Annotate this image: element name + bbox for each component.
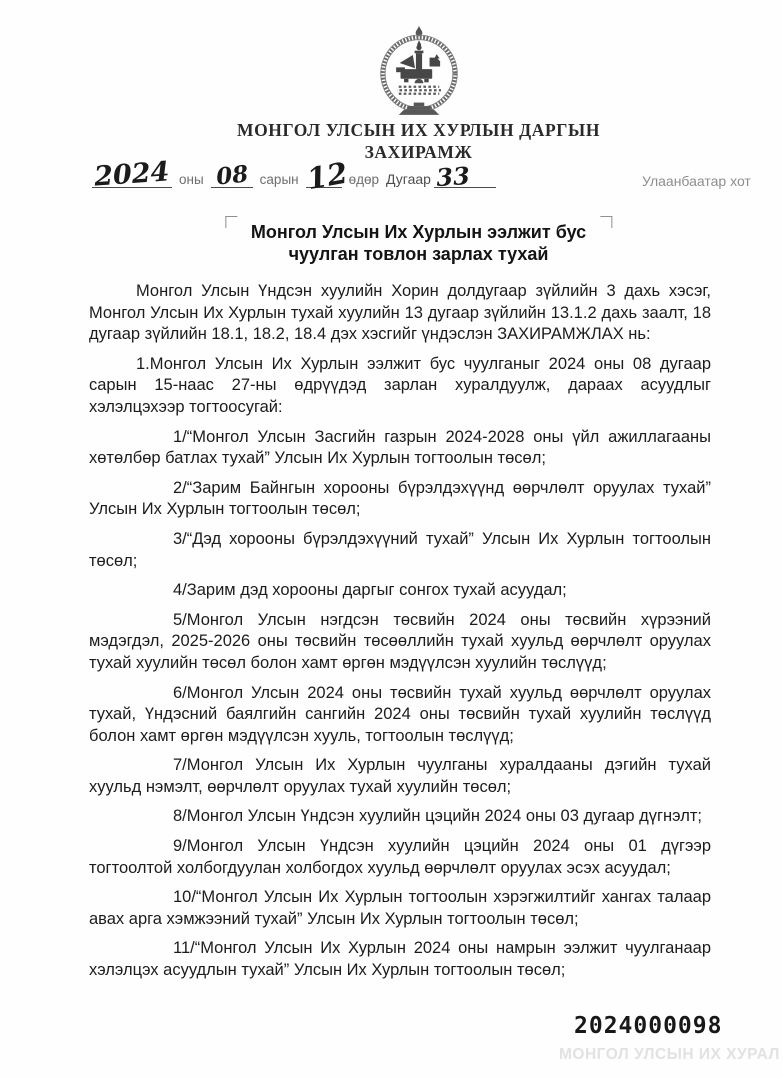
agenda-item: 5/Монгол Улсын нэгдсэн төсвийн 2024 оны төсвийн хүрээний мэдэгдэл, 2025-2026 оны төсвийн төсөөллийн тухай хуульд өөрчлөлт оруулах тухай хуулийн төсөл болон хамт өргөн мэдүүлсэн хуулийн төслүүд; xyxy=(89,610,711,672)
number-blank xyxy=(434,158,496,193)
agenda-item: 9/Монгол Улсын Үндсэн хуулийн цэцийн 2024 оны 01 дүгээр тогтоолтой холбогдуулан холбогдох хуульд өөрчлөлт оруулах эсэх асуудал; xyxy=(89,837,711,877)
handwritten-day: 12 xyxy=(304,155,350,197)
day-blank xyxy=(304,153,350,197)
registry-stamp-number: 2024000098 xyxy=(574,1013,723,1039)
agenda-item: 7/Монгол Улсын Их Хурлын чуулганы хуралдааны дэгийн тухай хуульд нэмэлт, өөрчлөлт оруулах тухай хуулийн төсөл; xyxy=(89,756,711,796)
agenda-item: 4/Зарим дэд хорооны даргыг сонгох тухай асуудал; xyxy=(173,581,567,600)
agenda-item: 10/“Монгол Улсын Их Хурлын тогтоолын хэрэгжилтийг хангах талаар авах арга хэмжээний тухай” Улсын Их Хурлын тогтоолын төсөл; xyxy=(89,888,711,928)
document-title-block xyxy=(225,216,612,265)
agenda-item: 2/“Зарим Байнгын хорооны бүрэлдэхүүнд өөрчлөлт оруулах тухай” Улсын Их Хурлын тогтоолын төсөл; xyxy=(89,478,711,519)
mongolia-state-emblem-icon xyxy=(375,24,463,116)
document-type: ЗАХИРАМЖ xyxy=(364,141,473,162)
month-label: сарын xyxy=(259,172,299,187)
year-blank xyxy=(92,156,172,193)
title-line-1: Монгол Улсын Их Хурлын ээлжит бус xyxy=(250,222,587,242)
document-body xyxy=(89,281,711,990)
agenda-item: 1/“Монгол Улсын Засгийн газрын 2024-2028 оны үйл ажиллагааны хөтөлбөр батлах тухай” Улсын Их Хурлын тогтоолын төсөл; xyxy=(89,427,711,468)
handwritten-year: 2024 xyxy=(93,156,171,193)
day-label: өдөр xyxy=(348,172,380,187)
city-label: Улаанбаатар хот xyxy=(642,173,751,189)
corner-mark-right-icon xyxy=(600,216,612,228)
parliament-watermark: МОНГОЛ УЛСЫН ИХ ХУРАЛ xyxy=(559,1046,780,1063)
handwritten-month: 08 xyxy=(214,160,250,191)
document-number-field xyxy=(386,150,496,193)
agenda-item: 8/Монгол Улсын Үндсэн хуулийн цэцийн 2024 оны 03 дугаар дүгнэлт; xyxy=(173,807,702,826)
number-label: Дугаар xyxy=(386,171,431,187)
preamble-paragraph: Монгол Улсын Үндсэн хуулийн Хорин долдугаар зүйлийн 3 дахь хэсэг, Монгол Улсын Их Хурлын тухай хуулийн 13 дугаар зүйлийн 13.1.2 дахь заалт, 18 дугаар зүйлийн 18.1, 18.2, 18.4 дэх хэсгийг үндэслэн ЗАХИРАМЖЛАХ нь: xyxy=(89,282,711,344)
month-blank xyxy=(211,160,253,191)
clause-paragraph: 1.Монгол Улсын Их Хурлын ээлжит бус чуулганыг 2024 оны 08 дугаар сарын 15-наас 27-ны өдрүүдэд зарлан хуралдуулж, дараах асуудлыг хэлэлцэхээр тогтоосугай: xyxy=(89,354,711,416)
agenda-item: 3/“Дэд хорооны бүрэлдэхүүний тухай” Улсын Их Хурлын тогтоолын төсөл; xyxy=(89,529,711,570)
agenda-item: 11/“Монгол Улсын Их Хурлын 2024 оны намрын ээлжит чуулганаар хэлэлцэх асуудлын тухай” Улсын Их Хурлын тогтоолын төсөл; xyxy=(89,939,711,980)
title-line-2: чуулган товлон зарлах тухай xyxy=(288,244,549,264)
document-header xyxy=(99,24,739,164)
issuer-name: МОНГОЛ УЛСЫН ИХ ХУРЛЫН ДАРГЫН xyxy=(236,120,601,140)
handwritten-number: 33 xyxy=(435,160,471,193)
agenda-item: 6/Монгол Улсын 2024 оны төсвийн тухай хуульд өөрчлөлт оруулах тухай, Үндэсний баялгийн сангийн 2024 оны төсвийн тухай хуулийн төслүүд болон хамт өргөн мэдүүлсэн хууль, тогтоолын төслүүд; xyxy=(89,683,711,745)
corner-mark-left-icon xyxy=(225,216,237,228)
date-fields xyxy=(92,150,380,197)
year-label: оны xyxy=(179,172,204,187)
